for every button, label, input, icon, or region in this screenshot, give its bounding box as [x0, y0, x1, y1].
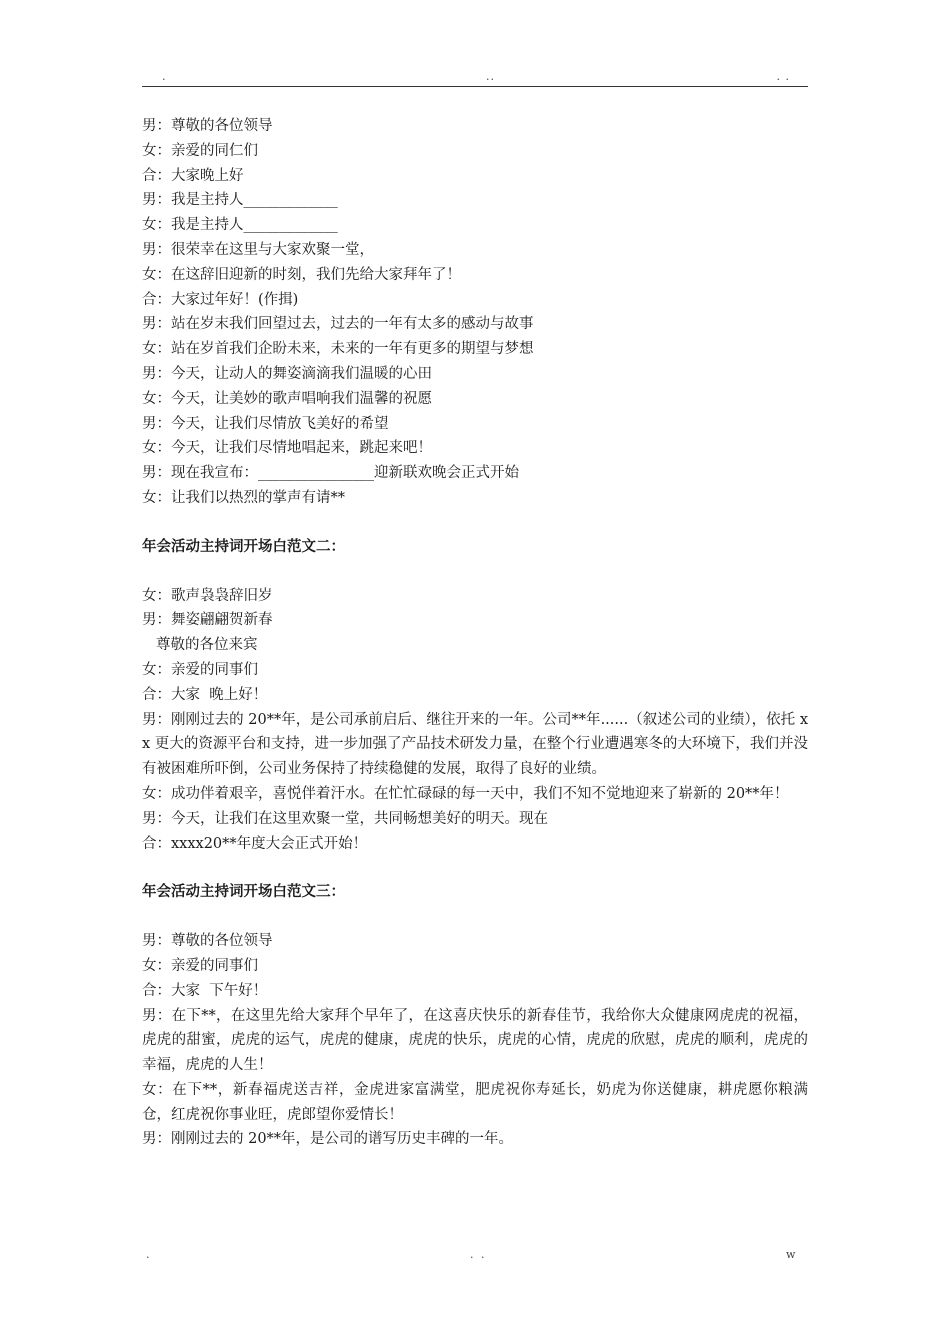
header-left-mark: . — [162, 70, 167, 83]
script-line: 女：亲爱的同仁们 — [142, 142, 258, 159]
footer-right-mark: w — [786, 1248, 798, 1261]
script-line: 女：让我们以热烈的掌声有请** — [142, 489, 345, 506]
script-line: 女：站在岁首我们企盼未来，未来的一年有更多的期望与梦想 — [142, 341, 534, 358]
script-line: 合：大家过年好！(作揖) — [142, 291, 299, 308]
script-line: 男：舞姿翩翩贺新春 — [142, 612, 273, 629]
script-line: 合：大家晚上好 — [142, 167, 244, 184]
script-line: 男：现在我宣布：________________迎新联欢晚会正式开始 — [142, 465, 519, 482]
section-heading-3: 年会活动主持词开场白范文三： — [142, 883, 345, 901]
header-center-mark: .. — [486, 70, 495, 83]
script-line: 男：尊敬的各位领导 — [142, 933, 273, 950]
script-paragraph: 女：成功伴着艰辛，喜悦伴着汗水。在忙忙碌碌的每一天中，我们不知不觉地迎来了崭新的 20**年！ — [142, 785, 789, 802]
script-line: 男：很荣幸在这里与大家欢聚一堂， — [142, 241, 374, 258]
script-line: 合：xxxx20**年度大会正式开始！ — [142, 835, 368, 852]
script-paragraph: 男：刚刚过去的 20**年，是公司承前启后、继往开来的一年。公司**年......（叙述公司的业绩），依托 xx 更大的资源平台和支持，进一步加强了产品技术研发力量，在整个行业遭遇寒冬的大环境下，我们并没有被困难所吓倒，公司业务保持了持续稳健的发展，取得了良好的业绩。 — [142, 711, 808, 778]
footer-left-mark: . — [146, 1248, 152, 1261]
script-line: 男：站在岁末我们回望过去，过去的一年有太多的感动与故事 — [142, 316, 534, 333]
script-line: 女：今天，让我们尽情地唱起来，跳起来吧！ — [142, 440, 432, 457]
script-line: 男：今天，让我们在这里欢聚一堂，共同畅想美好的明天。现在 — [142, 810, 548, 827]
script-section-3 — [142, 929, 808, 1152]
script-paragraph: 女：在下**，新春福虎送吉祥，金虎进家富满堂，肥虎祝你寿延长，奶虎为你送健康，耕虎愿你粮满仓，红虎祝你事业旺，虎郎望你爱情长！ — [142, 1081, 808, 1123]
header-right-mark: . . — [776, 70, 790, 83]
footer-center-mark: . . — [470, 1248, 487, 1261]
script-line: 男：刚刚过去的 20**年，是公司的谱写历史丰碑的一年。 — [142, 1131, 514, 1148]
script-paragraph: 男：在下**，在这里先给大家拜个早年了，在这喜庆快乐的新春佳节，我给你大众健康网虎虎的祝福，虎虎的甜蜜，虎虎的运气，虎虎的健康，虎虎的快乐，虎虎的心情，虎虎的欣慰，虎虎的顺利，虎虎的幸福，虎虎的人生！ — [142, 1007, 808, 1074]
page-header — [142, 62, 808, 87]
script-line: 男：我是主持人_____________ — [142, 192, 338, 209]
script-line: 女：在这辞旧迎新的时刻，我们先给大家拜年了！ — [142, 266, 461, 283]
script-line: 尊敬的各位来宾 — [156, 637, 258, 654]
script-line: 男：今天，让动人的舞姿滴滴我们温暖的心田 — [142, 365, 432, 382]
script-line: 女：我是主持人_____________ — [142, 217, 338, 234]
script-line: 女：今天，让美妙的歌声唱响我们温馨的祝愿 — [142, 390, 432, 407]
section-heading-2: 年会活动主持词开场白范文二： — [142, 537, 345, 555]
script-section-1 — [142, 114, 808, 511]
script-line: 男：尊敬的各位领导 — [142, 118, 273, 134]
script-line: 女：亲爱的同事们 — [142, 661, 258, 678]
script-line: 女：歌声袅袅辞旧岁 — [142, 587, 273, 604]
script-line: 女：亲爱的同事们 — [142, 957, 258, 974]
script-line: 合：大家 下午好！ — [142, 982, 268, 999]
document-body — [142, 114, 808, 1152]
script-line: 合：大家 晚上好！ — [142, 686, 268, 703]
script-line: 男：今天，让我们尽情放飞美好的希望 — [142, 415, 389, 432]
script-section-2 — [142, 584, 808, 857]
